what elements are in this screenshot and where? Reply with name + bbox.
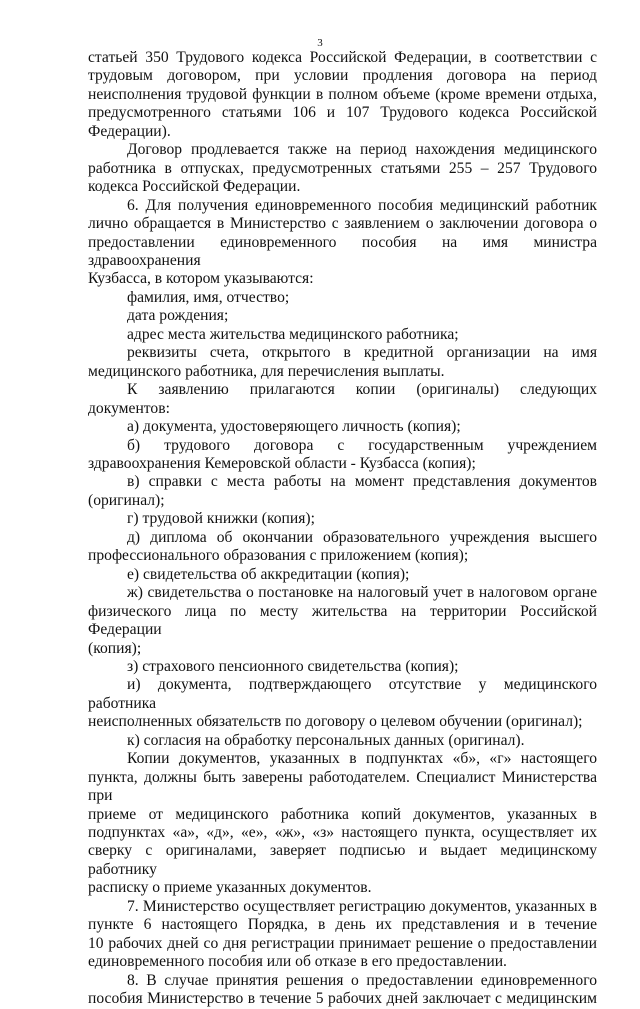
text-line: Копии документов, указанных в подпунктах «б», «г» настоящего: [127, 750, 597, 768]
text-line: е) свидетельства об аккредитации (копия);: [127, 565, 410, 583]
text-line: фамилия, имя, отчество;: [127, 288, 290, 306]
text-line: статьей 350 Трудового кодекса Российской Федерации, в соответствии с: [88, 49, 597, 66]
text-line: профессионального образования с приложением (копия);: [88, 547, 469, 565]
text-line: 7. Министерство осуществляет регистрацию документов, указанных в: [127, 897, 597, 915]
text-line: физического лица по месту жительства на территории Российской Федерации: [88, 602, 597, 639]
text-line: медицинского работника, для перечисления выплаты.: [88, 362, 445, 380]
text-line: единовременного пособия или об отказе в его предоставлении.: [88, 953, 507, 971]
text-line: (оригинал);: [88, 491, 165, 509]
text-line: ж) свидетельства о постановке на налоговый учет в налоговом органе: [127, 584, 597, 602]
text-line: Договор продлевается также на период нахождения медицинского: [127, 141, 597, 159]
text-line: реквизиты счета, открытого в кредитной организации на имя: [127, 344, 597, 362]
text-line: пункта, должны быть заверены работодателем. Специалист Министерства при: [88, 768, 597, 805]
text-line: а) документа, удостоверяющего личность (копия);: [127, 418, 461, 436]
text-line: з) страхового пенсионного свидетельства (копия);: [127, 657, 459, 675]
text-line: и) документа, подтверждающего отсутствие у медицинского работника: [88, 676, 597, 712]
text-line: неисполнения трудовой функции в полном объеме (кроме времени отдыха,: [88, 85, 597, 103]
text-line: 8. В случае принятия решения о предоставлении единовременного: [127, 971, 597, 989]
text-line: Кузбасса, в котором указываются:: [88, 270, 314, 288]
text-line: кодекса Российской Федерации.: [88, 178, 301, 196]
text-line: работника в отпусках, предусмотренных статьями 255 – 257 Трудового: [88, 159, 597, 177]
text-line: адрес места жительства медицинского работника;: [127, 325, 459, 343]
text-line: пособия Министерство в течение 5 рабочих дней заключает с медицинским: [88, 990, 597, 1008]
text-line: б) трудового договора с государственным учреждением: [127, 436, 597, 454]
document-body: [88, 49, 597, 1009]
text-line: дата рождения;: [127, 307, 229, 325]
text-line: пункте 6 настоящего Порядка, в день их представления и в течение: [88, 916, 597, 934]
text-line: Федерации).: [88, 122, 171, 140]
text-line: неисполненных обязательств по договору о целевом обучении (оригинал);: [88, 713, 583, 731]
text-line: г) трудовой книжки (копия);: [127, 510, 315, 528]
text-line: сверку с оригиналами, заверяет подписью и выдает медицинскому работнику: [88, 842, 597, 878]
text-line: расписку о приеме указанных документов.: [88, 879, 372, 897]
text-line: подпунктах «а», «д», «е», «ж», «з» настоящего пункта, осуществляет их: [88, 824, 597, 842]
text-line: приеме от медицинского работника копий документов, указанных в: [88, 805, 597, 823]
text-line: трудовым договором, при условии продления договора на период: [88, 67, 597, 85]
text-line: 10 рабочих дней со дня регистрации принимает решение о предоставлении: [88, 934, 597, 952]
text-line: в) справки с места работы на момент представления документов: [127, 473, 597, 491]
text-line: д) диплома об окончании образовательного учреждения высшего: [127, 528, 597, 546]
text-line: к) согласия на обработку персональных данных (оригинал).: [127, 731, 525, 749]
text-line: 6. Для получения единовременного пособия медицинский работник: [127, 196, 597, 214]
text-line: (копия);: [88, 639, 142, 657]
text-line: предусмотренного статьями 106 и 107 Трудового кодекса Российской: [88, 104, 597, 122]
text-line: здравоохранения Кемеровской области - Кузбасса (копия);: [88, 454, 476, 472]
text-line: лично обращается в Министерство с заявлением о заключении договора о: [88, 215, 597, 233]
text-line: предоставлении единовременного пособия на имя министра здравоохранения: [88, 233, 597, 269]
text-line: К заявлению прилагаются копии (оригиналы) следующих документов:: [88, 381, 597, 417]
page-number: 3: [317, 37, 323, 49]
